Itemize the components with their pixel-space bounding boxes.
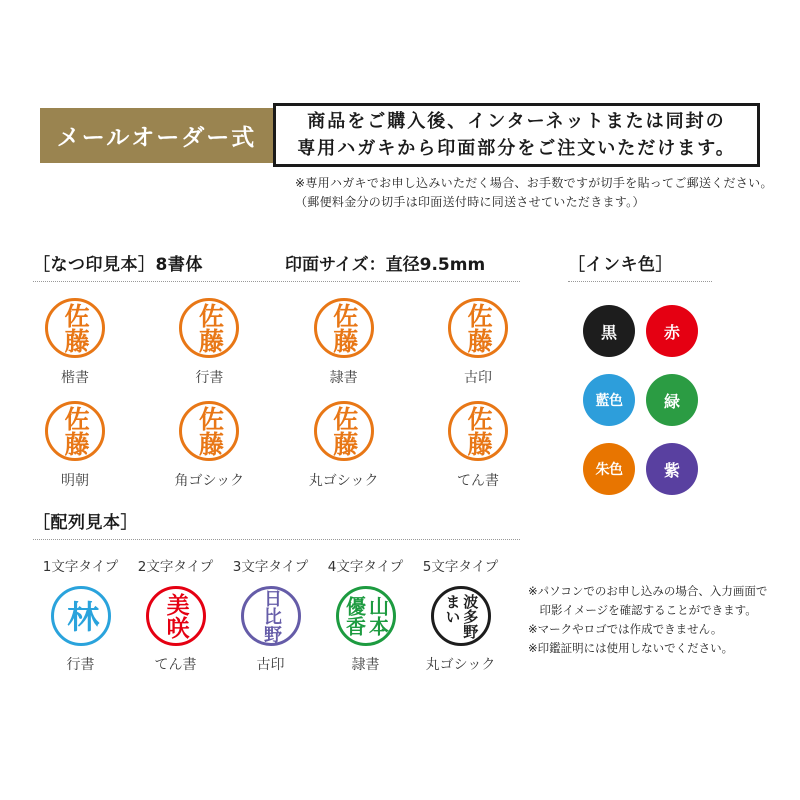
stamp-font-label: てん書: [456, 473, 499, 489]
arrangement-stamp-circle: [51, 586, 111, 646]
side-note-line: ※マークやロゴでは作成できません。: [528, 621, 723, 636]
stamp-sample-tensho: [436, 401, 520, 490]
stamp-samples-title: ［なつ印見本］8書体: [33, 255, 203, 275]
arrangement-font-label: 丸ゴシック: [425, 657, 496, 673]
arrangement-header: [33, 508, 520, 540]
ink-colors-header: [568, 250, 712, 282]
stamp-name: 佐藤: [195, 406, 225, 456]
ink-colors-section: [568, 250, 712, 495]
arrangement-stamp-name: 山本 優香: [342, 596, 390, 636]
ink-swatch-indigo: 藍色: [583, 374, 635, 426]
ink-color-grid: [583, 305, 712, 495]
stamp-font-label: 丸ゴシック: [308, 473, 379, 489]
header-description-line-2: 専用ハガキから印面部分をご注文いただけます。: [297, 138, 736, 159]
ink-colors-title: ［インキ色］: [568, 255, 673, 275]
arrangement-sample-2char: [128, 555, 223, 674]
mail-order-badge: メールオーダー式: [40, 108, 273, 163]
header-bar: [40, 103, 760, 167]
arrangement-stamp-circle: [146, 586, 206, 646]
stamp-circle: [179, 401, 239, 461]
postal-note: [295, 174, 773, 212]
stamp-name: 佐藤: [61, 406, 91, 456]
side-notes: [528, 582, 780, 658]
arrangement-section: [33, 508, 520, 674]
stamp-font-label: 古印: [463, 370, 492, 386]
arrangement-type-label: 2文字タイプ: [137, 559, 214, 575]
stamp-sample-kaisho: [33, 298, 117, 387]
arrangement-type-label: 3文字タイプ: [232, 559, 309, 575]
ink-swatch-red: 赤: [646, 305, 698, 357]
arrangement-stamp-name: 波多野 まい: [443, 593, 480, 639]
stamp-samples-section: [33, 250, 520, 490]
arrangement-stamp-circle: [431, 586, 491, 646]
stamp-sample-reisho: [302, 298, 386, 387]
stamp-font-label: 隷書: [329, 370, 358, 386]
arrangement-stamp-name: 林: [62, 600, 101, 632]
arrangement-font-label: てん書: [154, 657, 197, 673]
ink-swatch-green: 緑: [646, 374, 698, 426]
stamp-font-label: 楷書: [61, 370, 89, 386]
header-description-box: [273, 103, 760, 167]
arrangement-stamp-circle: [241, 586, 301, 646]
ink-swatch-purple: 紫: [646, 443, 698, 495]
stamp-sample-marugothic: [302, 401, 386, 490]
header-description-line-1: 商品をご購入後、インターネットまたは同封の: [307, 111, 726, 132]
stamp-sample-kakugothic: [167, 401, 251, 490]
arrangement-stamp-name: 美咲: [162, 593, 189, 639]
side-note-line: 印影イメージを確認することができます。: [539, 602, 757, 617]
arrangement-title: ［配列見本］: [33, 513, 138, 533]
stamp-name: 佐藤: [464, 303, 494, 353]
postal-note-line-2: （郵便料金分の切手は印面送付時に同送させていただきます。）: [295, 195, 645, 210]
stamp-size-label: 印面サイズ：直径9.5mm: [285, 255, 486, 275]
arrangement-sample-3char: [223, 555, 318, 674]
stamp-name: 佐藤: [464, 406, 494, 456]
stamp-name: 佐藤: [61, 303, 91, 353]
stamp-sample-gyosho: [167, 298, 251, 387]
arrangement-stamp-name: 日比野: [260, 589, 282, 643]
stamp-circle: [448, 401, 508, 461]
stamp-name: 佐藤: [195, 303, 225, 353]
side-note-line: ※印鑑証明には使用しないでください。: [528, 640, 734, 655]
stamp-font-label: 行書: [195, 370, 224, 386]
ink-swatch-black: 黒: [583, 305, 635, 357]
arrangement-type-label: 1文字タイプ: [42, 559, 119, 575]
stamp-font-label: 明朝: [61, 473, 89, 489]
arrangement-font-label: 隷書: [351, 657, 380, 673]
arrangement-stamp-circle: [336, 586, 396, 646]
arrangement-font-label: 行書: [66, 657, 95, 673]
postal-note-line-1: ※専用ハガキでお申し込みいただく場合、お手数ですが切手を貼ってご郵送ください。: [295, 176, 773, 190]
stamp-circle: [314, 401, 374, 461]
arrangement-sample-1char: [33, 555, 128, 674]
arrangement-type-label: 4文字タイプ: [327, 559, 404, 575]
stamp-circle: [448, 298, 508, 358]
stamp-circle: [314, 298, 374, 358]
stamp-name: 佐藤: [329, 303, 359, 353]
arrangement-type-label: 5文字タイプ: [422, 559, 499, 575]
stamp-circle: [45, 298, 105, 358]
arrangement-sample-4char: [318, 555, 413, 674]
stamp-sample-koin: [436, 298, 520, 387]
stamp-circle: [45, 401, 105, 461]
arrangement-row: [33, 555, 520, 674]
ink-swatch-vermilion: 朱色: [583, 443, 635, 495]
stamp-sample-mincho: [33, 401, 117, 490]
stamp-samples-header: [33, 250, 520, 282]
side-note-line: ※パソコンでのお申し込みの場合、入力画面で: [528, 584, 768, 598]
stamp-circle: [179, 298, 239, 358]
arrangement-font-label: 古印: [256, 657, 285, 673]
arrangement-sample-5char: [413, 555, 508, 674]
stamp-font-label: 角ゴシック: [174, 473, 245, 489]
stamp-grid: [33, 298, 520, 490]
stamp-name: 佐藤: [329, 406, 359, 456]
